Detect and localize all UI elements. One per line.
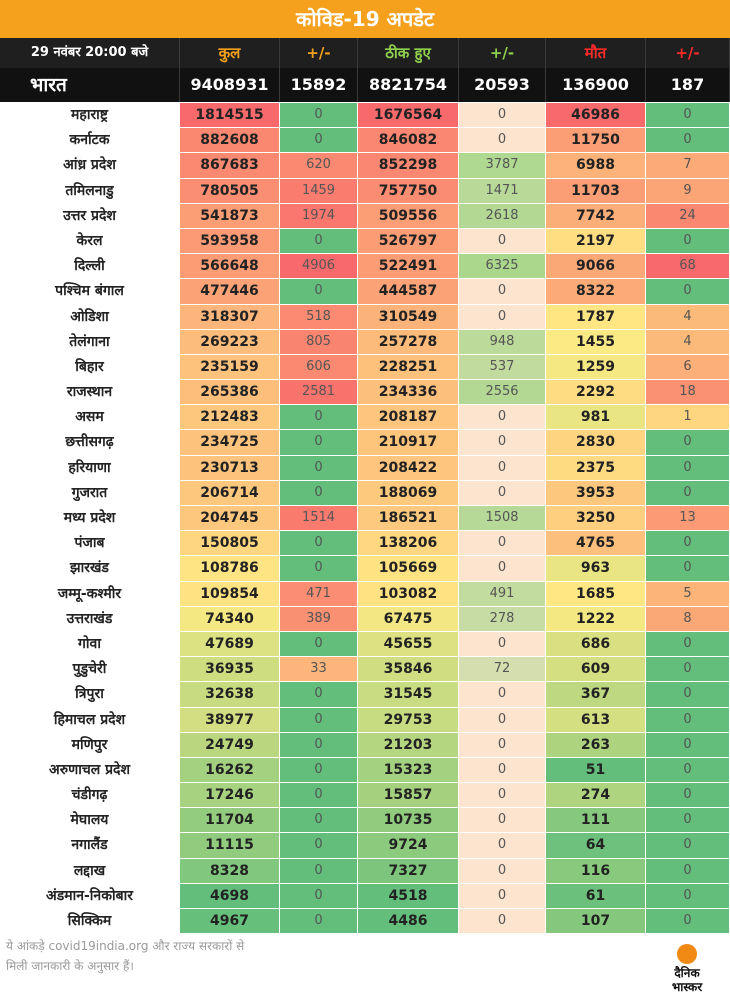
state-table xyxy=(0,103,730,934)
state-recovered-change: 0 xyxy=(459,682,546,706)
table-row xyxy=(0,229,730,254)
state-name: झारखंड xyxy=(0,556,180,580)
state-total-change: 0 xyxy=(280,682,358,706)
state-deaths: 609 xyxy=(546,657,646,681)
state-deaths-change: 7 xyxy=(646,153,730,177)
state-total: 780505 xyxy=(180,179,280,203)
state-recovered: 208187 xyxy=(358,405,459,429)
state-recovered-change: 6325 xyxy=(459,254,546,278)
state-total-change: 0 xyxy=(280,909,358,933)
state-recovered-change: 0 xyxy=(459,632,546,656)
state-total: 204745 xyxy=(180,506,280,530)
date-header: 29 नवंबर 20:00 बजे xyxy=(0,38,180,68)
total-change-header: +/- xyxy=(280,38,358,68)
state-recovered-change: 0 xyxy=(459,808,546,832)
state-recovered-change: 491 xyxy=(459,582,546,606)
sun-icon xyxy=(677,944,697,964)
state-name: गुजरात xyxy=(0,481,180,505)
state-name: उत्तर प्रदेश xyxy=(0,204,180,228)
state-name: असम xyxy=(0,405,180,429)
state-deaths: 2197 xyxy=(546,229,646,253)
state-recovered-change: 0 xyxy=(459,481,546,505)
state-deaths-change: 0 xyxy=(646,758,730,782)
state-deaths: 963 xyxy=(546,556,646,580)
state-deaths: 4765 xyxy=(546,531,646,555)
state-recovered-change: 0 xyxy=(459,708,546,732)
logo-line2: भास्कर xyxy=(671,980,703,994)
table-row xyxy=(0,153,730,178)
state-total: 11115 xyxy=(180,833,280,857)
state-name: सिक्किम xyxy=(0,909,180,933)
state-deaths-change: 0 xyxy=(646,556,730,580)
state-deaths: 3250 xyxy=(546,506,646,530)
state-recovered-change: 2618 xyxy=(459,204,546,228)
state-deaths-change: 0 xyxy=(646,128,730,152)
recovered-header: ठीक हुए xyxy=(358,38,459,68)
state-recovered-change: 0 xyxy=(459,833,546,857)
state-recovered-change: 0 xyxy=(459,128,546,152)
state-total: 566648 xyxy=(180,254,280,278)
state-total: 17246 xyxy=(180,783,280,807)
table-row xyxy=(0,783,730,808)
state-recovered: 522491 xyxy=(358,254,459,278)
state-total-change: 805 xyxy=(280,330,358,354)
state-total-change: 0 xyxy=(280,456,358,480)
india-total: 9408931 xyxy=(180,68,280,102)
state-total-change: 0 xyxy=(280,556,358,580)
state-deaths: 2830 xyxy=(546,430,646,454)
state-deaths: 1787 xyxy=(546,305,646,329)
state-total-change: 0 xyxy=(280,708,358,732)
state-deaths-change: 0 xyxy=(646,859,730,883)
state-deaths: 111 xyxy=(546,808,646,832)
state-total-change: 620 xyxy=(280,153,358,177)
state-deaths: 107 xyxy=(546,909,646,933)
table-row xyxy=(0,481,730,506)
state-name: केरल xyxy=(0,229,180,253)
state-recovered-change: 3787 xyxy=(459,153,546,177)
state-name: पंजाब xyxy=(0,531,180,555)
state-total: 265386 xyxy=(180,380,280,404)
state-deaths: 981 xyxy=(546,405,646,429)
state-recovered-change: 72 xyxy=(459,657,546,681)
table-row xyxy=(0,531,730,556)
state-deaths-change: 0 xyxy=(646,279,730,303)
state-recovered: 188069 xyxy=(358,481,459,505)
state-recovered-change: 0 xyxy=(459,884,546,908)
state-total-change: 606 xyxy=(280,355,358,379)
state-recovered-change: 0 xyxy=(459,556,546,580)
state-total-change: 0 xyxy=(280,783,358,807)
state-recovered-change: 0 xyxy=(459,405,546,429)
state-deaths: 613 xyxy=(546,708,646,732)
state-deaths-change: 5 xyxy=(646,582,730,606)
state-recovered-change: 0 xyxy=(459,733,546,757)
table-row xyxy=(0,682,730,707)
state-name: लद्दाख xyxy=(0,859,180,883)
table-row xyxy=(0,884,730,909)
state-total-change: 0 xyxy=(280,279,358,303)
state-deaths: 3953 xyxy=(546,481,646,505)
state-deaths-change: 0 xyxy=(646,657,730,681)
state-name: मध्य प्रदेश xyxy=(0,506,180,530)
state-total-change: 389 xyxy=(280,607,358,631)
table-row xyxy=(0,305,730,330)
table-row xyxy=(0,582,730,607)
state-name: आंध्र प्रदेश xyxy=(0,153,180,177)
state-deaths-change: 0 xyxy=(646,632,730,656)
state-recovered: 29753 xyxy=(358,708,459,732)
state-recovered-change: 0 xyxy=(459,859,546,883)
state-deaths-change: 0 xyxy=(646,808,730,832)
state-total: 24749 xyxy=(180,733,280,757)
state-recovered-change: 0 xyxy=(459,758,546,782)
state-total: 4698 xyxy=(180,884,280,908)
state-deaths-change: 0 xyxy=(646,430,730,454)
table-row xyxy=(0,859,730,884)
state-deaths: 274 xyxy=(546,783,646,807)
state-deaths-change: 4 xyxy=(646,305,730,329)
state-total: 150805 xyxy=(180,531,280,555)
state-deaths: 686 xyxy=(546,632,646,656)
state-total: 212483 xyxy=(180,405,280,429)
state-deaths: 1222 xyxy=(546,607,646,631)
india-recovered: 8821754 xyxy=(358,68,459,102)
state-total: 38977 xyxy=(180,708,280,732)
state-total-change: 0 xyxy=(280,531,358,555)
state-name: छत्तीसगढ़ xyxy=(0,430,180,454)
state-deaths-change: 0 xyxy=(646,884,730,908)
state-deaths: 2375 xyxy=(546,456,646,480)
state-recovered-change: 0 xyxy=(459,305,546,329)
table-row xyxy=(0,632,730,657)
state-name: मणिपुर xyxy=(0,733,180,757)
state-deaths-change: 4 xyxy=(646,330,730,354)
deaths-change-header: +/- xyxy=(646,38,730,68)
state-recovered: 7327 xyxy=(358,859,459,883)
state-recovered: 310549 xyxy=(358,305,459,329)
state-total: 32638 xyxy=(180,682,280,706)
india-total-row xyxy=(0,68,730,102)
table-row xyxy=(0,103,730,128)
state-total: 230713 xyxy=(180,456,280,480)
state-name: पुडुचेरी xyxy=(0,657,180,681)
state-deaths-change: 0 xyxy=(646,783,730,807)
table-row xyxy=(0,708,730,733)
state-total-change: 4906 xyxy=(280,254,358,278)
state-recovered: 234336 xyxy=(358,380,459,404)
state-recovered: 757750 xyxy=(358,179,459,203)
state-total-change: 2581 xyxy=(280,380,358,404)
state-recovered-change: 1471 xyxy=(459,179,546,203)
total-header: कुल xyxy=(180,38,280,68)
table-row xyxy=(0,204,730,229)
state-deaths: 263 xyxy=(546,733,646,757)
table-row xyxy=(0,607,730,632)
state-total-change: 0 xyxy=(280,758,358,782)
state-total-change: 0 xyxy=(280,405,358,429)
state-total-change: 1514 xyxy=(280,506,358,530)
state-name: नगालैंड xyxy=(0,833,180,857)
deaths-header: मौत xyxy=(546,38,646,68)
table-row xyxy=(0,179,730,204)
state-recovered-change: 278 xyxy=(459,607,546,631)
state-name: गोवा xyxy=(0,632,180,656)
state-recovered-change: 537 xyxy=(459,355,546,379)
state-recovered: 526797 xyxy=(358,229,459,253)
state-total-change: 0 xyxy=(280,128,358,152)
state-total: 541873 xyxy=(180,204,280,228)
table-row xyxy=(0,506,730,531)
state-recovered: 105669 xyxy=(358,556,459,580)
state-recovered: 4486 xyxy=(358,909,459,933)
state-recovered: 31545 xyxy=(358,682,459,706)
state-deaths-change: 0 xyxy=(646,531,730,555)
state-total-change: 518 xyxy=(280,305,358,329)
state-deaths: 367 xyxy=(546,682,646,706)
state-recovered: 228251 xyxy=(358,355,459,379)
state-name: तमिलनाडु xyxy=(0,179,180,203)
logo-line1: दैनिक xyxy=(674,966,700,980)
india-name: भारत xyxy=(0,68,180,102)
source-note xyxy=(6,936,366,976)
state-recovered: 35846 xyxy=(358,657,459,681)
state-deaths-change: 0 xyxy=(646,229,730,253)
state-total: 8328 xyxy=(180,859,280,883)
recovered-change-header: +/- xyxy=(459,38,546,68)
state-name: हिमाचल प्रदेश xyxy=(0,708,180,732)
table-row xyxy=(0,380,730,405)
india-deaths: 136900 xyxy=(546,68,646,102)
state-total: 4967 xyxy=(180,909,280,933)
state-deaths: 7742 xyxy=(546,204,646,228)
table-row xyxy=(0,758,730,783)
state-total-change: 1974 xyxy=(280,204,358,228)
state-name: त्रिपुरा xyxy=(0,682,180,706)
india-total-change: 15892 xyxy=(280,68,358,102)
state-total: 593958 xyxy=(180,229,280,253)
state-deaths: 8322 xyxy=(546,279,646,303)
state-deaths-change: 0 xyxy=(646,733,730,757)
state-recovered: 15323 xyxy=(358,758,459,782)
state-total: 477446 xyxy=(180,279,280,303)
state-recovered: 1676564 xyxy=(358,103,459,127)
state-total: 206714 xyxy=(180,481,280,505)
state-recovered: 15857 xyxy=(358,783,459,807)
state-total-change: 33 xyxy=(280,657,358,681)
state-deaths-change: 18 xyxy=(646,380,730,404)
state-deaths: 46986 xyxy=(546,103,646,127)
state-name: उत्तराखंड xyxy=(0,607,180,631)
table-row xyxy=(0,909,730,934)
state-deaths-change: 9 xyxy=(646,179,730,203)
state-total-change: 0 xyxy=(280,229,358,253)
state-recovered: 846082 xyxy=(358,128,459,152)
table-row xyxy=(0,456,730,481)
state-deaths: 11750 xyxy=(546,128,646,152)
state-deaths: 51 xyxy=(546,758,646,782)
state-total-change: 0 xyxy=(280,481,358,505)
state-deaths-change: 0 xyxy=(646,682,730,706)
state-deaths-change: 0 xyxy=(646,456,730,480)
state-total: 1814515 xyxy=(180,103,280,127)
state-recovered: 257278 xyxy=(358,330,459,354)
state-name: बिहार xyxy=(0,355,180,379)
state-deaths-change: 0 xyxy=(646,481,730,505)
state-total-change: 0 xyxy=(280,884,358,908)
india-deaths-change: 187 xyxy=(646,68,730,102)
state-name: अरुणाचल प्रदेश xyxy=(0,758,180,782)
india-recovered-change: 20593 xyxy=(459,68,546,102)
state-deaths: 1455 xyxy=(546,330,646,354)
state-deaths: 116 xyxy=(546,859,646,883)
state-recovered: 186521 xyxy=(358,506,459,530)
state-name: अंडमान-निकोबार xyxy=(0,884,180,908)
state-total-change: 0 xyxy=(280,103,358,127)
state-name: चंडीगढ़ xyxy=(0,783,180,807)
state-recovered-change: 0 xyxy=(459,783,546,807)
state-recovered-change: 1508 xyxy=(459,506,546,530)
state-total-change: 1459 xyxy=(280,179,358,203)
state-deaths-change: 13 xyxy=(646,506,730,530)
state-recovered: 10735 xyxy=(358,808,459,832)
state-name: राजस्थान xyxy=(0,380,180,404)
state-deaths: 9066 xyxy=(546,254,646,278)
state-deaths-change: 24 xyxy=(646,204,730,228)
state-deaths-change: 68 xyxy=(646,254,730,278)
state-recovered: 210917 xyxy=(358,430,459,454)
table-row xyxy=(0,808,730,833)
brand-logo xyxy=(652,944,722,1000)
state-recovered: 45655 xyxy=(358,632,459,656)
state-total: 11704 xyxy=(180,808,280,832)
state-recovered-change: 0 xyxy=(459,229,546,253)
state-name: दिल्ली xyxy=(0,254,180,278)
table-row xyxy=(0,657,730,682)
state-deaths: 2292 xyxy=(546,380,646,404)
state-recovered-change: 0 xyxy=(459,279,546,303)
state-total: 47689 xyxy=(180,632,280,656)
state-total-change: 0 xyxy=(280,859,358,883)
table-row xyxy=(0,330,730,355)
column-header-row xyxy=(0,38,730,68)
state-total: 36935 xyxy=(180,657,280,681)
state-recovered: 208422 xyxy=(358,456,459,480)
state-recovered: 138206 xyxy=(358,531,459,555)
state-recovered-change: 0 xyxy=(459,531,546,555)
table-row xyxy=(0,128,730,153)
state-total-change: 0 xyxy=(280,632,358,656)
state-deaths-change: 1 xyxy=(646,405,730,429)
state-total: 109854 xyxy=(180,582,280,606)
state-recovered-change: 948 xyxy=(459,330,546,354)
state-total-change: 0 xyxy=(280,833,358,857)
state-total: 318307 xyxy=(180,305,280,329)
state-deaths: 1685 xyxy=(546,582,646,606)
state-deaths: 61 xyxy=(546,884,646,908)
state-deaths: 64 xyxy=(546,833,646,857)
state-deaths-change: 6 xyxy=(646,355,730,379)
state-recovered: 4518 xyxy=(358,884,459,908)
state-recovered-change: 0 xyxy=(459,430,546,454)
state-deaths-change: 0 xyxy=(646,909,730,933)
state-total: 234725 xyxy=(180,430,280,454)
state-deaths: 1259 xyxy=(546,355,646,379)
state-recovered-change: 0 xyxy=(459,103,546,127)
state-total-change: 471 xyxy=(280,582,358,606)
page-title: कोविड-19 अपडेट xyxy=(0,0,730,38)
state-total: 235159 xyxy=(180,355,280,379)
table-row xyxy=(0,355,730,380)
state-total: 74340 xyxy=(180,607,280,631)
state-deaths-change: 0 xyxy=(646,708,730,732)
table-row xyxy=(0,279,730,304)
state-total: 882608 xyxy=(180,128,280,152)
state-deaths-change: 0 xyxy=(646,103,730,127)
state-deaths: 6988 xyxy=(546,153,646,177)
state-total: 108786 xyxy=(180,556,280,580)
state-recovered: 67475 xyxy=(358,607,459,631)
state-name: हरियाणा xyxy=(0,456,180,480)
table-row xyxy=(0,430,730,455)
table-row xyxy=(0,733,730,758)
state-total: 16262 xyxy=(180,758,280,782)
state-recovered-change: 0 xyxy=(459,909,546,933)
state-recovered-change: 2556 xyxy=(459,380,546,404)
state-recovered-change: 0 xyxy=(459,456,546,480)
state-recovered: 103082 xyxy=(358,582,459,606)
state-name: मेघालय xyxy=(0,808,180,832)
table-row xyxy=(0,556,730,581)
table-row xyxy=(0,833,730,858)
state-deaths-change: 0 xyxy=(646,833,730,857)
state-deaths: 11703 xyxy=(546,179,646,203)
state-name: जम्मू-कश्मीर xyxy=(0,582,180,606)
state-total-change: 0 xyxy=(280,808,358,832)
state-total-change: 0 xyxy=(280,733,358,757)
state-total-change: 0 xyxy=(280,430,358,454)
source-note-line2: मिली जानकारी के अनुसार हैं। xyxy=(6,959,134,973)
state-deaths-change: 8 xyxy=(646,607,730,631)
state-total: 867683 xyxy=(180,153,280,177)
state-name: कर्नाटक xyxy=(0,128,180,152)
state-name: ओडिशा xyxy=(0,305,180,329)
state-name: महाराष्ट्र xyxy=(0,103,180,127)
state-recovered: 9724 xyxy=(358,833,459,857)
state-recovered: 444587 xyxy=(358,279,459,303)
table-row xyxy=(0,254,730,279)
source-note-line1: ये आंकड़े covid19india.org और राज्य सरकारों से xyxy=(6,939,245,953)
state-total: 269223 xyxy=(180,330,280,354)
state-name: तेलंगाना xyxy=(0,330,180,354)
state-recovered: 21203 xyxy=(358,733,459,757)
state-recovered: 509556 xyxy=(358,204,459,228)
table-row xyxy=(0,405,730,430)
state-recovered: 852298 xyxy=(358,153,459,177)
state-name: पश्चिम बंगाल xyxy=(0,279,180,303)
